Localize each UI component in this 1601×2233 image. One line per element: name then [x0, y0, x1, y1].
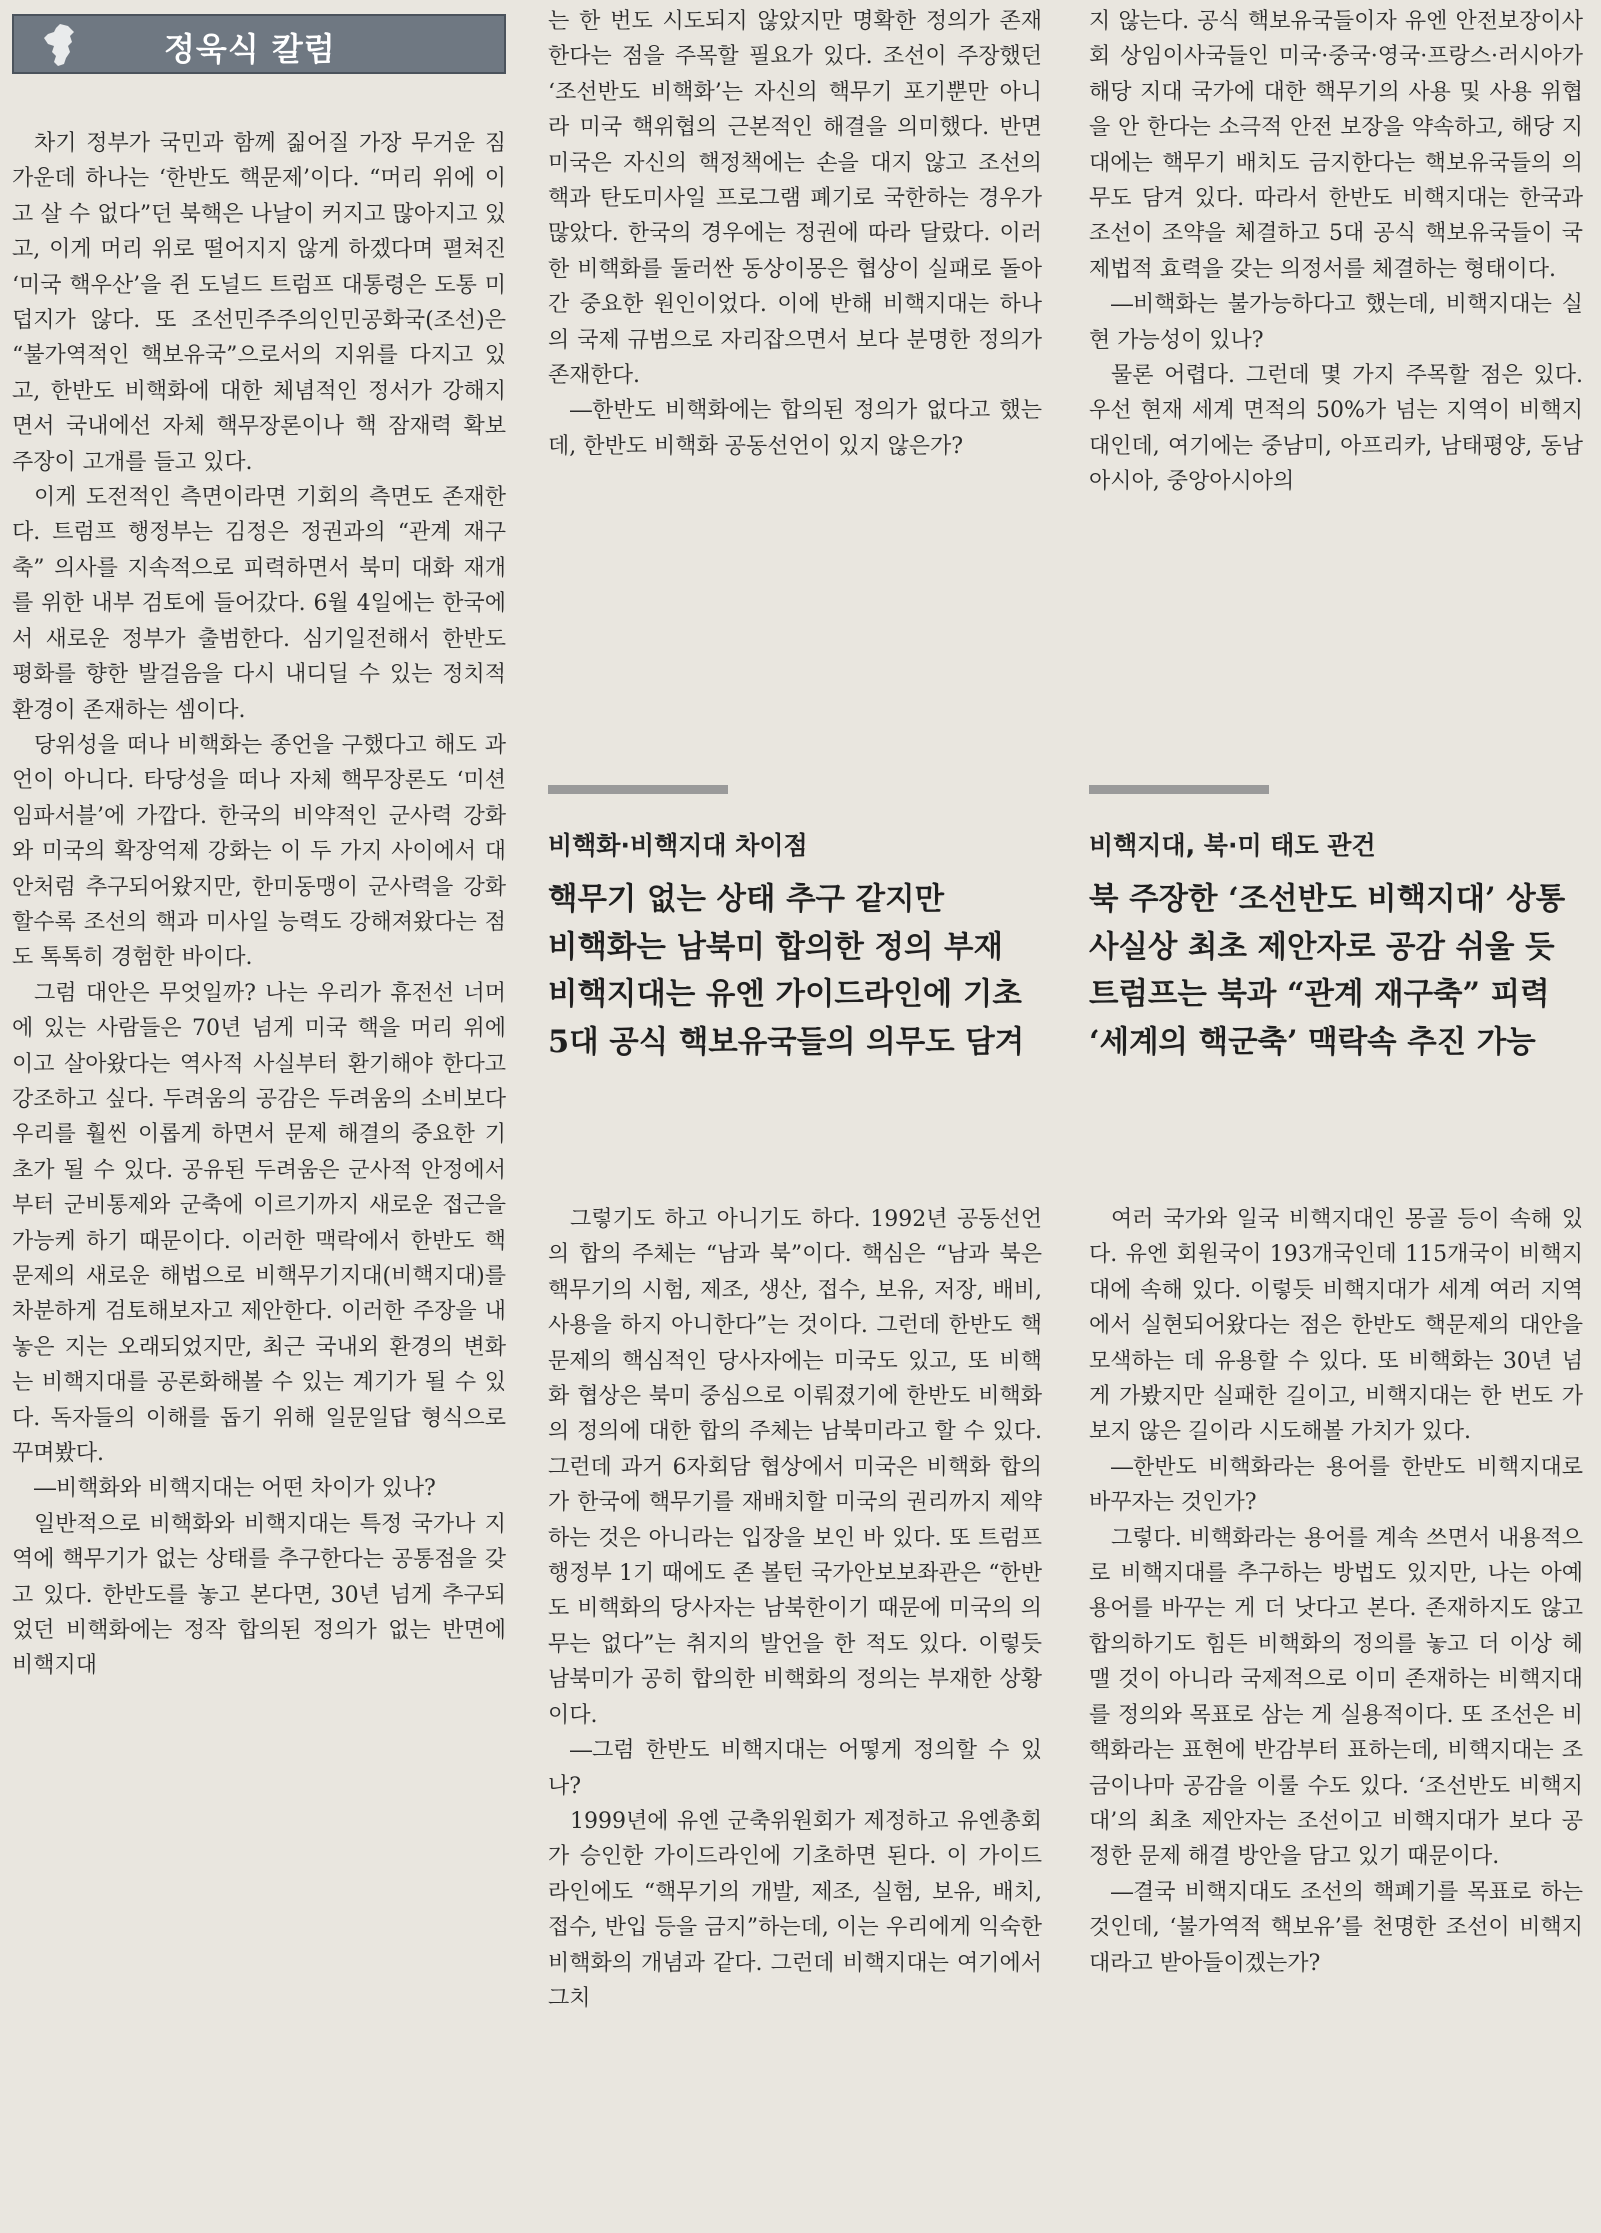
- subhead-line: 사실상 최초 제안자로 공감 쉬울 듯: [1089, 928, 1555, 965]
- body-paragraph: 일반적으로 비핵화와 비핵지대는 특정 국가나 지역에 핵무기가 없는 상태를 추구한다는 공통점을 갖고 있다. 한반도를 놓고 본다면, 30년 넘게 추구되었던 비핵화에는 정작 합의된 정의가 없는 반면에 비핵지대: [12, 1511, 506, 1679]
- subhead-line: 북 주장한 ‘조선반도 비핵지대’ 상통: [1089, 881, 1566, 917]
- interview-question: ―그럼 한반도 비핵지대는 어떻게 정의할 수 있나?: [548, 1738, 1042, 1799]
- subhead-rule-left: [548, 785, 728, 794]
- body-paragraph: 당위성을 떠나 비핵화는 종언을 구했다고 해도 과언이 아니다. 타당성을 떠나 자체 핵무장론도 ‘미션 임파서블’에 가깝다. 한국의 비약적인 군사력 강화와 미국의 확장억제 강화는 이 두 가지 사이에서 대안처럼 추구되어왔지만, 한미동맹이 군사력을 강화할수록 조선의 핵과 미사일 능력도 강해져왔다는 점도 톡톡히 경험한 바이다.: [12, 732, 506, 971]
- body-paragraph: 여러 국가와 일국 비핵지대인 몽골 등이 속해 있다. 유엔 회원국이 193개국인데 115개국이 비핵지대에 속해 있다. 이렇듯 비핵지대가 세계 여러 지역에서 실현되어왔다는 점은 한반도 핵문제의 대안을 모색하는 데 유용할 수 있다. 또 비핵화는 30년 넘게 가봤지만 실패한 길이고, 비핵지대는 한 번도 가보지 않은 길이라 시도해볼 가치가 있다.: [1089, 1207, 1583, 1445]
- subhead-kicker-right: 비핵지대, 북·미 태도 관건: [1089, 831, 1376, 860]
- article-column-1: [12, 126, 506, 2233]
- subhead-rule-right: [1089, 785, 1269, 794]
- interview-question: ―한반도 비핵화라는 용어를 한반도 비핵지대로 바꾸자는 것인가?: [1089, 1454, 1583, 1516]
- subhead-line: 비핵지대는 유엔 가이드라인에 기초: [548, 976, 1022, 1012]
- article-column-3-bottom: [1089, 1202, 1583, 2233]
- interview-question: ―한반도 비핵화에는 합의된 정의가 없다고 했는데, 한반도 비핵화 공동선언이 있지 않은가?: [548, 398, 1042, 459]
- subhead-lines-left: [548, 876, 1068, 1066]
- subhead-line: ‘세계의 핵군축’ 맥락속 추진 가능: [1089, 1023, 1536, 1060]
- interview-question: ―비핵화는 불가능하다고 했는데, 비핵지대는 실현 가능성이 있나?: [1089, 292, 1583, 353]
- article-column-3-top: [1089, 4, 1583, 676]
- subhead-line: 트럼프는 북과 “관계 재구축” 피력: [1089, 976, 1550, 1012]
- subhead-line: 5대 공식 핵보유국들의 의무도 담겨: [548, 1023, 1025, 1060]
- body-paragraph: 그렇다. 비핵화라는 용어를 계속 쓰면서 내용적으로 비핵지대를 추구하는 방법도 있지만, 나는 아예 용어를 바꾸는 게 더 낫다고 본다. 존재하지도 않고 합의하기도 힘든 비핵화의 정의를 놓고 더 이상 헤맬 것이 아니라 국제적으로 이미 존재하는 비핵지대를 정의와 목표로 삼는 게 실용적이다. 또 조선은 비핵화라는 표현에 반감부터 표하는데, 비핵지대는 조금이나마 공감을 이룰 수도 있다. ‘조선반도 비핵지대’의 최초 제안자는 조선이고 비핵지대가 보다 공정한 문제 해결 방안을 담고 있기 때문이다.: [1089, 1525, 1583, 1870]
- subhead-kicker-left: 비핵화·비핵지대 차이점: [548, 831, 808, 860]
- column-title: 정욱식 칼럼: [164, 30, 336, 68]
- korea-map-icon: [34, 22, 86, 68]
- body-paragraph: 그렇기도 하고 아니기도 하다. 1992년 공동선언의 합의 주체는 “남과 북”이다. 핵심은 “남과 북은 핵무기의 시험, 제조, 생산, 접수, 보유, 저장, 배비, 사용을 하지 아니한다”는 것이다. 그런데 한반도 핵문제의 핵심적인 당사자에는 미국도 있고, 또 비핵화 협상은 북미 중심으로 이뤄졌기에 한반도 비핵화의 정의에 대한 합의 주체는 남북미라고 할 수 있다. 그런데 과거 6자회담 협상에서 미국은 비핵화 합의가 한국에 핵무기를 재배치할 미국의 권리까지 제약하는 것은 아니라는 입장을 보인 바 있다. 또 트럼프 행정부 1기 때에도 존 볼턴 국가안보보좌관은 “한반도 비핵화의 당사자는 남북한이기 때문에 미국의 의무는 없다”는 취지의 발언을 한 적도 있다. 이렇듯 남북미가 공히 합의한 비핵화의 정의는 부재한 상황이다.: [548, 1207, 1042, 1728]
- body-paragraph: 이게 도전적인 측면이라면 기회의 측면도 존재한다. 트럼프 행정부는 김정은 정권과의 “관계 재구축” 의사를 지속적으로 피력하면서 북미 대화 재개를 위한 내부 검토에 들어갔다. 6월 4일에는 한국에서 새로운 정부가 출범한다. 심기일전해서 한반도 평화를 향한 발걸음을 다시 내디딜 수 있는 정치적 환경이 존재하는 셈이다.: [12, 485, 506, 723]
- body-paragraph: 지 않는다. 공식 핵보유국들이자 유엔 안전보장이사회 상임이사국들인 미국·중국·영국·프랑스·러시아가 해당 지대 국가에 대한 핵무기의 사용 및 사용 위협을 안 한다는 소극적 안전 보장을 약속하고, 해당 지대에는 핵무기 배치도 금지한다는 핵보유국들의 의무도 담겨 있다. 따라서 한반도 비핵지대는 한국과 조선이 조약을 체결하고 5대 공식 핵보유국들이 국제법적 효력을 갖는 의정서를 체결하는 형태이다.: [1089, 9, 1583, 282]
- body-paragraph: 차기 정부가 국민과 함께 짊어질 가장 무거운 짐 가운데 하나는 ‘한반도 핵문제’이다. “머리 위에 이고 살 수 없다”던 북핵은 나날이 커지고 많아지고 있고, 이게 머리 위로 떨어지지 않게 하겠다며 펼쳐진 ‘미국 핵우산’을 쥔 도널드 트럼프 대통령은 도통 미덥지가 않다. 또 조선민주주의인민공화국(조선)은 “불가역적인 핵보유국”으로서의 지위를 다지고 있고, 한반도 비핵화에 대한 체념적인 정서가 강해지면서 국내에선 자체 핵무장론이나 핵 잠재력 확보 주장이 고개를 들고 있다.: [12, 131, 506, 475]
- subhead-line: 핵무기 없는 상태 추구 같지만: [548, 881, 945, 917]
- interview-question: ―결국 비핵지대도 조선의 핵폐기를 목표로 하는 것인데, ‘불가역적 핵보유’를 천명한 조선이 비핵지대라고 받아들이겠는가?: [1089, 1879, 1583, 1976]
- article-column-2-bottom: [548, 1202, 1042, 2233]
- interview-question: ―비핵화와 비핵지대는 어떤 차이가 있나?: [34, 1476, 436, 1502]
- body-paragraph: 1999년에 유엔 군축위원회가 제정하고 유엔총회가 승인한 가이드라인에 기초하면 된다. 이 가이드라인에도 “핵무기의 개발, 제조, 실험, 보유, 배치, 접수, 반입 등을 금지”하는데, 이는 우리에게 익숙한 비핵화의 개념과 같다. 그런데 비핵지대는 여기에서 그치: [548, 1808, 1042, 2011]
- subhead-line: 비핵화는 남북미 합의한 정의 부재: [548, 928, 1003, 965]
- body-paragraph: 그럼 대안은 무엇일까? 나는 우리가 휴전선 너머에 있는 사람들은 70년 넘게 미국 핵을 머리 위에 이고 살아왔다는 역사적 사실부터 환기해야 한다고 강조하고 싶다. 두려움의 공감은 두려움의 소비보다 우리를 훨씬 이롭게 하면서 문제 해결의 중요한 기초가 될 수 있다. 공유된 두려움은 군사적 안정에서부터 군비통제와 군축에 이르기까지 새로운 접근을 가능케 하기 때문이다. 이러한 맥락에서 한반도 핵문제의 새로운 해법으로 비핵무기지대(비핵지대)를 차분하게 검토해보자고 제안한다. 이러한 주장을 내놓은 지는 오래되었지만, 최근 국내외 환경의 변화는 비핵지대를 공론화해볼 수 있는 계기가 될 수 있다. 독자들의 이해를 돕기 위해 일문일답 형식으로 꾸며봤다.: [12, 980, 506, 1467]
- body-paragraph: 는 한 번도 시도되지 않았지만 명확한 정의가 존재한다는 점을 주목할 필요가 있다. 조선이 주장했던 ‘조선반도 비핵화’는 자신의 핵무기 포기뿐만 아니라 미국 핵위협의 근본적인 해결을 의미했다. 반면 미국은 자신의 핵정책에는 손을 대지 않고 조선의 핵과 탄도미사일 프로그램 폐기로 국한하는 경우가 많았다. 한국의 경우에는 정권에 따라 달랐다. 이러한 비핵화를 둘러싼 동상이몽은 협상이 실패로 돌아간 중요한 원인이었다. 이에 반해 비핵지대는 하나의 국제 규범으로 자리잡으면서 보다 분명한 정의가 존재한다.: [548, 9, 1042, 389]
- body-paragraph: 물론 어렵다. 그런데 몇 가지 주목할 점은 있다. 우선 현재 세계 면적의 50%가 넘는 지역이 비핵지대인데, 여기에는 중남미, 아프리카, 남태평양, 동남아시아, 중앙아시아의: [1089, 363, 1583, 495]
- column-masthead: [12, 14, 506, 74]
- article-column-2-top: [548, 4, 1042, 676]
- subhead-lines-right: [1089, 876, 1601, 1066]
